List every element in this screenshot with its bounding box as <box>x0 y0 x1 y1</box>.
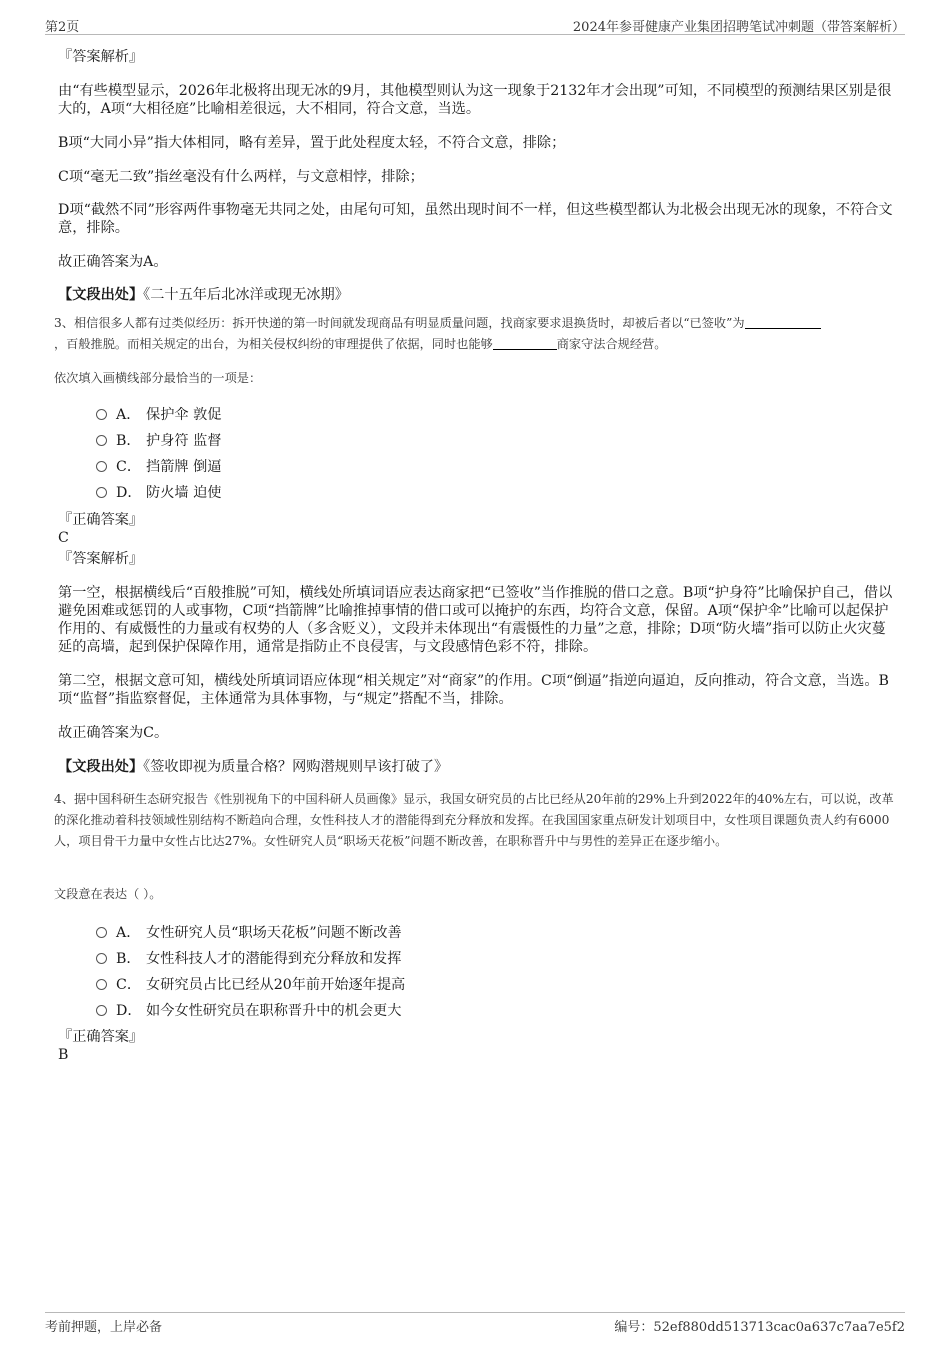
q3-option-c[interactable] <box>96 456 221 476</box>
option-text: 女研究员占比已经从20年前开始逐年提高 <box>146 977 406 993</box>
q3-analysis-p1: 第一空，根据横线后“百般推脱”可知，横线处所填词语应表达商家把“已签收”当作推脱的借口之意。B项“护身符”比喻保护自己，借以避免困难或惩罚的人或事物，C项“挡箭牌”比喻推掉事情的借口或可以掩护的东西，均符合文意，保留。A项“保护伞”比喻可以起保护作用的、有威慑性的力量或有权势的人（多含贬义），文段并未体现出“有震慑性的力量”之意，排除；D项“防火墙”指可以防止火灾蔓延的高墙，起到保护保障作用，通常是指防止不良侵害，与文段感情色彩不符，排除。 <box>58 585 893 655</box>
q2-analysis-p2: B项“大同小异”指大体相同，略有差异，置于此处程度太轻，不符合文意，排除； <box>58 135 566 151</box>
q4-prompt: 文段意在表达（ ）。 <box>54 887 162 901</box>
option-text: 女性研究人员“职场天花板”问题不断改善 <box>146 925 402 941</box>
q2-analysis-label: 『答案解析』 <box>58 49 144 65</box>
document-title: 2024年参哥健康产业集团招聘笔试冲刺题（带答案解析） <box>572 20 905 35</box>
q2-source <box>58 286 893 304</box>
option-text: 护身符 监督 <box>146 433 222 449</box>
source-title: 《二十五年后北冰洋或现无冰期》 <box>143 287 349 303</box>
option-letter: B． <box>116 951 141 967</box>
option-letter: C． <box>116 977 142 993</box>
radio-icon[interactable] <box>96 461 107 472</box>
q2-conclusion: 故正确答案为A。 <box>58 254 168 270</box>
q3-correct-answer: C <box>58 530 69 546</box>
option-text: 防火墙 迫使 <box>146 485 222 501</box>
radio-icon[interactable] <box>96 927 107 938</box>
radio-icon[interactable] <box>96 435 107 446</box>
q3-analysis-p2: 第二空，根据文意可知，横线处所填词语应体现“相关规定”对“商家”的作用。C项“倒逼”指逆向逼迫，反向推动，符合文意，当选。B项“监督”指监察督促，主体通常为具体事物，与“规定”搭配不当，排除。 <box>58 673 889 707</box>
option-letter: D． <box>116 485 142 501</box>
q2-analysis-p3: C项“毫无二致”指丝毫没有什么两样，与文意相悖，排除； <box>58 169 424 185</box>
q3-blank-1 <box>745 316 821 329</box>
q3-option-b[interactable] <box>96 430 221 450</box>
q4-correct-answer: B <box>58 1047 69 1063</box>
option-letter: C． <box>116 459 142 475</box>
q3-analysis-label: 『答案解析』 <box>58 551 144 567</box>
radio-icon[interactable] <box>96 979 107 990</box>
q3-option-d[interactable] <box>96 482 221 502</box>
q4-option-b[interactable] <box>96 948 401 968</box>
q3-correct-label: 『正确答案』 <box>58 512 144 528</box>
radio-icon[interactable] <box>96 409 107 420</box>
radio-icon[interactable] <box>96 1005 107 1016</box>
q2-analysis-p1: 由“有些模型显示，2026年北极将出现无冰的9月，其他模型则认为这一现象于2132年才会出现”可知，不同模型的预测结果区别是很大的，A项“大相径庭”比喻相差很远，大不相同，符合文意，当选。 <box>58 83 892 117</box>
option-letter: A． <box>116 925 141 941</box>
radio-icon[interactable] <box>96 953 107 964</box>
source-title: 《签收即视为质量合格？网购潜规则早该打破了》 <box>143 759 449 775</box>
q3-option-a[interactable] <box>96 404 221 424</box>
q3-stem <box>54 313 896 355</box>
option-text: 保护伞 敦促 <box>146 407 222 423</box>
page-header <box>45 16 905 35</box>
q3-prompt: 依次填入画横线部分最恰当的一项是： <box>54 371 262 385</box>
page-footer <box>45 1312 905 1333</box>
q3-conclusion: 故正确答案为C。 <box>58 725 169 741</box>
q3-stem-part1: 3、相信很多人都有过类似经历：拆开快递的第一时间就发现商品有明显质量问题，找商家要求退换货时，却被后者以“已签收”为 <box>54 316 745 330</box>
q2-analysis-p4: D项“截然不同”形容两件事物毫无共同之处，由尾句可知，虽然出现时间不一样，但这些模型都认为北极会出现无冰的现象，不符合文意，排除。 <box>58 202 893 236</box>
option-letter: B． <box>116 433 141 449</box>
q3-stem-part3: 商家守法合规经营。 <box>556 337 667 351</box>
option-text: 如今女性研究员在职称晋升中的机会更大 <box>146 1003 402 1019</box>
q4-stem: 4、据中国科研生态研究报告《性别视角下的中国科研人员画像》显示，我国女研究员的占比已经从20年前的29%上升到2022年的40%左右，可以说，改革的深化推动着科技领域性别结构不断趋向合理，女性科技人才的潜能得到充分释放和发挥。在我国国家重点研发计划项目中，女性项目课题负责人约有6000人，项目骨干力量中女性占比达27%。女性研究人员“职场天花板”问题不断改善，在职称晋升中与男性的差异正在逐步缩小。 <box>54 792 894 848</box>
footer-slogan: 考前押题，上岸必备 <box>45 1320 163 1335</box>
page-number: 第2页 <box>45 20 80 35</box>
source-label: 【文段出处】 <box>58 287 144 303</box>
option-letter: D． <box>116 1003 142 1019</box>
q3-blank-2 <box>493 337 557 350</box>
option-text: 女性科技人才的潜能得到充分释放和发挥 <box>146 951 402 967</box>
q3-source <box>58 758 893 776</box>
q3-stem-part2: ，百般推脱。而相关规定的出台，为相关侵权纠纷的审理提供了依据，同时也能够 <box>54 337 493 351</box>
radio-icon[interactable] <box>96 487 107 498</box>
q4-option-a[interactable] <box>96 922 402 942</box>
q4-option-d[interactable] <box>96 1000 401 1020</box>
q4-option-c[interactable] <box>96 974 405 994</box>
option-text: 挡箭牌 倒逼 <box>146 459 222 475</box>
source-label: 【文段出处】 <box>58 759 144 775</box>
q4-correct-label: 『正确答案』 <box>58 1029 144 1045</box>
option-letter: A． <box>116 407 141 423</box>
document-id: 编号：52ef880dd513713cac0a637c7aa7e5f2 <box>614 1320 905 1335</box>
